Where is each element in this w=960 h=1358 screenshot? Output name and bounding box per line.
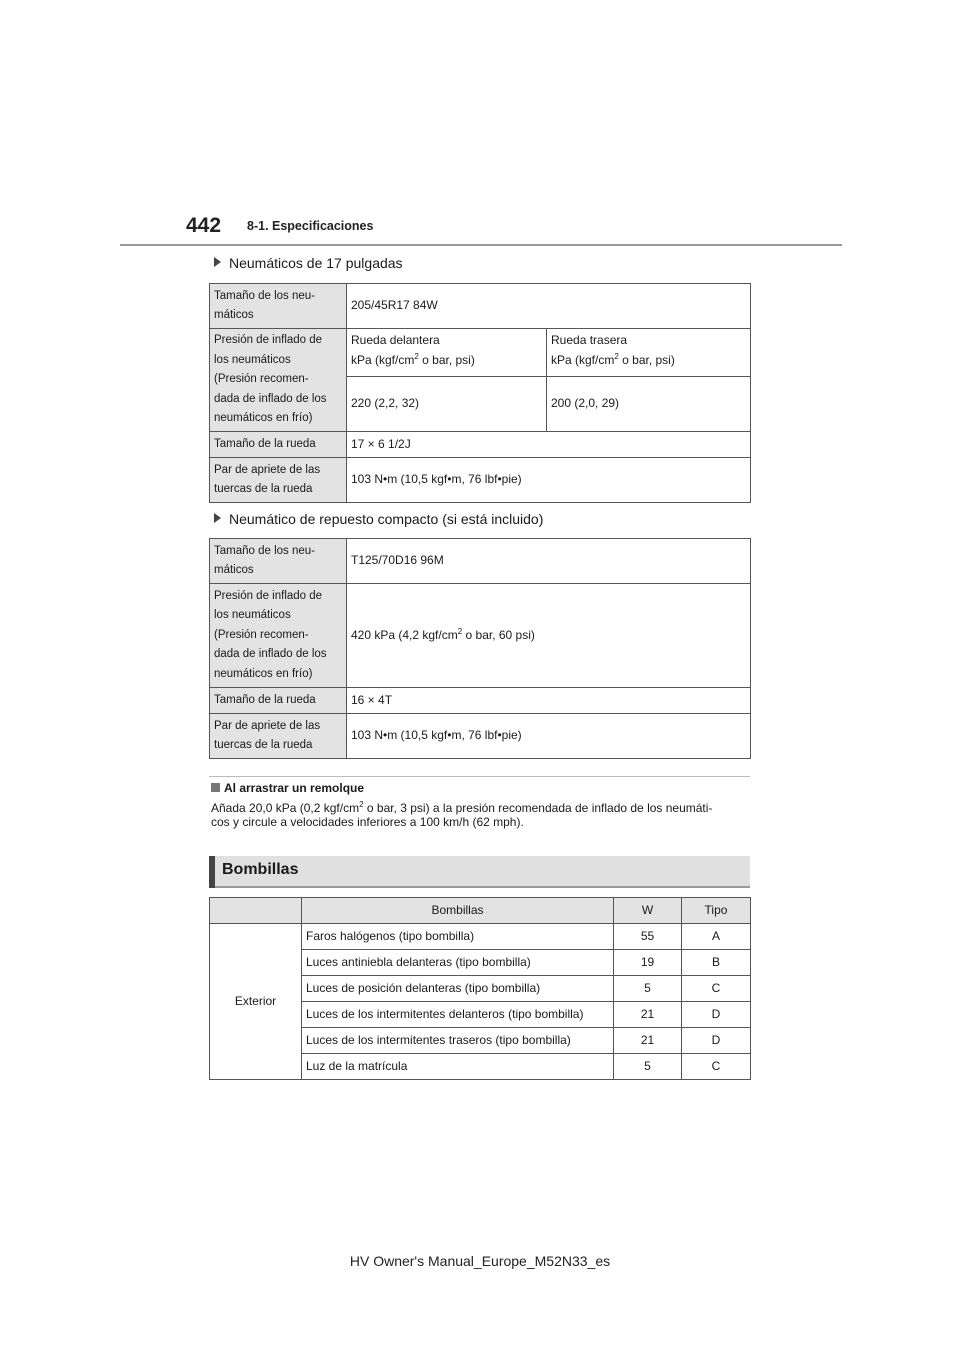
table-row (210, 539, 751, 584)
table-row (210, 432, 751, 458)
size-value: 205/45R17 84W (347, 284, 751, 329)
bulb-watts: 5 (614, 975, 682, 1001)
tire17-heading-text: Neumáticos de 17 pulgadas (229, 255, 403, 271)
triangle-bullet-icon (214, 513, 221, 523)
bulb-name: Luces de los intermitentes traseros (tipo bombilla) (302, 1027, 614, 1053)
bulb-watts: 21 (614, 1027, 682, 1053)
table-row (210, 923, 751, 949)
units-sup: 2 (614, 351, 619, 361)
bulb-name: Luz de la matrícula (302, 1053, 614, 1079)
section-bar (209, 856, 215, 888)
rear-pressure-value: 200 (2,0, 29) (547, 377, 751, 432)
towing-heading (211, 781, 364, 795)
table-row (210, 284, 751, 329)
bulb-watts: 19 (614, 949, 682, 975)
front-wheel-header (347, 329, 547, 377)
torque-label: Par de apriete de las tuercas de la rueda (210, 458, 347, 503)
section-title: 8-1. Especificaciones (247, 219, 374, 233)
units-text: kPa (kgf/cm (551, 352, 615, 367)
table-row (210, 458, 751, 503)
bulbs-section-header (209, 856, 750, 888)
table-row (210, 714, 751, 759)
bulb-type: B (682, 949, 751, 975)
units-text: o bar, psi) (618, 352, 675, 367)
header-empty (210, 898, 302, 924)
header-bulbs: Bombillas (302, 898, 614, 924)
header-type: Tipo (682, 898, 751, 924)
towing-heading-text: Al arrastrar un remolque (224, 781, 365, 795)
bulb-type: D (682, 1027, 751, 1053)
spare-heading-text: Neumático de repuesto compacto (si está incluido) (229, 511, 544, 527)
page-number: 442 (186, 214, 222, 237)
torque-value: 103 N•m (10,5 kgf•m, 76 lbf•pie) (347, 458, 751, 503)
bulb-watts: 21 (614, 1001, 682, 1027)
square-bullet-icon (211, 783, 220, 792)
bulb-watts: 55 (614, 923, 682, 949)
spare-table (209, 538, 751, 759)
bulb-name: Luces de los intermitentes delanteros (tipo bombilla) (302, 1001, 614, 1027)
pressure-label: Presión de inflado de los neumáticos (Presión recomen- dada de inflado de los neumáticos en frío) (210, 584, 347, 688)
torque-value: 103 N•m (10,5 kgf•m, 76 lbf•pie) (347, 714, 751, 759)
pressure-label: Presión de inflado de los neumáticos (Presión recomen- dada de inflado de los neumáticos en frío) (210, 329, 347, 432)
bulb-type: C (682, 1053, 751, 1079)
pressure-sup: 2 (457, 626, 463, 636)
bulb-watts: 5 (614, 1053, 682, 1079)
size-value: T125/70D16 96M (347, 539, 751, 584)
header-w: W (614, 898, 682, 924)
bulb-name: Luces de posición delanteras (tipo bombilla) (302, 975, 614, 1001)
tire17-heading (214, 255, 403, 271)
units-text: kPa (kgf/cm (351, 352, 415, 367)
towing-divider (209, 776, 750, 777)
units-sup: 2 (414, 351, 419, 361)
bulb-type: A (682, 923, 751, 949)
footer-manual-id: HV Owner's Manual_Europe_M52N33_es (349, 1253, 611, 1269)
torque-label: Par de apriete de las tuercas de la rueda (210, 714, 347, 759)
towing-text-part: cos y circule a velocidades inferiores a 100 km/h (62 mph). (211, 815, 524, 829)
pressure-value (347, 584, 751, 688)
size-label: Tamaño de los neu- máticos (210, 284, 347, 329)
rear-wheel-title: Rueda trasera (551, 333, 628, 347)
table-row (210, 688, 751, 714)
table-row (210, 584, 751, 688)
table-row (210, 329, 751, 377)
towing-text-part: o bar, 3 psi) a la presión recomendada de inflado de los neumáti- (363, 801, 713, 815)
wheel-value: 16 × 4T (347, 688, 751, 714)
pressure-text: o bar, 60 psi) (462, 627, 535, 642)
front-wheel-units (351, 351, 542, 371)
rear-wheel-header (547, 329, 751, 377)
towing-text (211, 801, 751, 829)
front-wheel-title: Rueda delantera (351, 333, 440, 347)
size-label: Tamaño de los neu- máticos (210, 539, 347, 584)
header-rule (120, 244, 842, 246)
towing-sup: 2 (359, 800, 364, 809)
wheel-label: Tamaño de la rueda (210, 688, 347, 714)
spare-heading (214, 511, 543, 527)
table-header-row (210, 898, 751, 924)
triangle-bullet-icon (214, 257, 221, 267)
wheel-label: Tamaño de la rueda (210, 432, 347, 458)
bulbs-section-title: Bombillas (222, 861, 299, 878)
wheel-value: 17 × 6 1/2J (347, 432, 751, 458)
bulb-name: Faros halógenos (tipo bombilla) (302, 923, 614, 949)
towing-text-part: Añada 20,0 kPa (0,2 kgf/cm (211, 801, 360, 815)
bulb-type: C (682, 975, 751, 1001)
bulb-name: Luces antiniebla delanteras (tipo bombilla) (302, 949, 614, 975)
pressure-text: 420 kPa (4,2 kgf/cm (351, 627, 458, 642)
front-pressure-value: 220 (2,2, 32) (347, 377, 547, 432)
group-exterior: Exterior (210, 923, 302, 1079)
bulbs-table (209, 897, 751, 1080)
bulb-type: D (682, 1001, 751, 1027)
tire17-table (209, 283, 751, 503)
units-text: o bar, psi) (418, 352, 475, 367)
rear-wheel-units (551, 351, 746, 371)
